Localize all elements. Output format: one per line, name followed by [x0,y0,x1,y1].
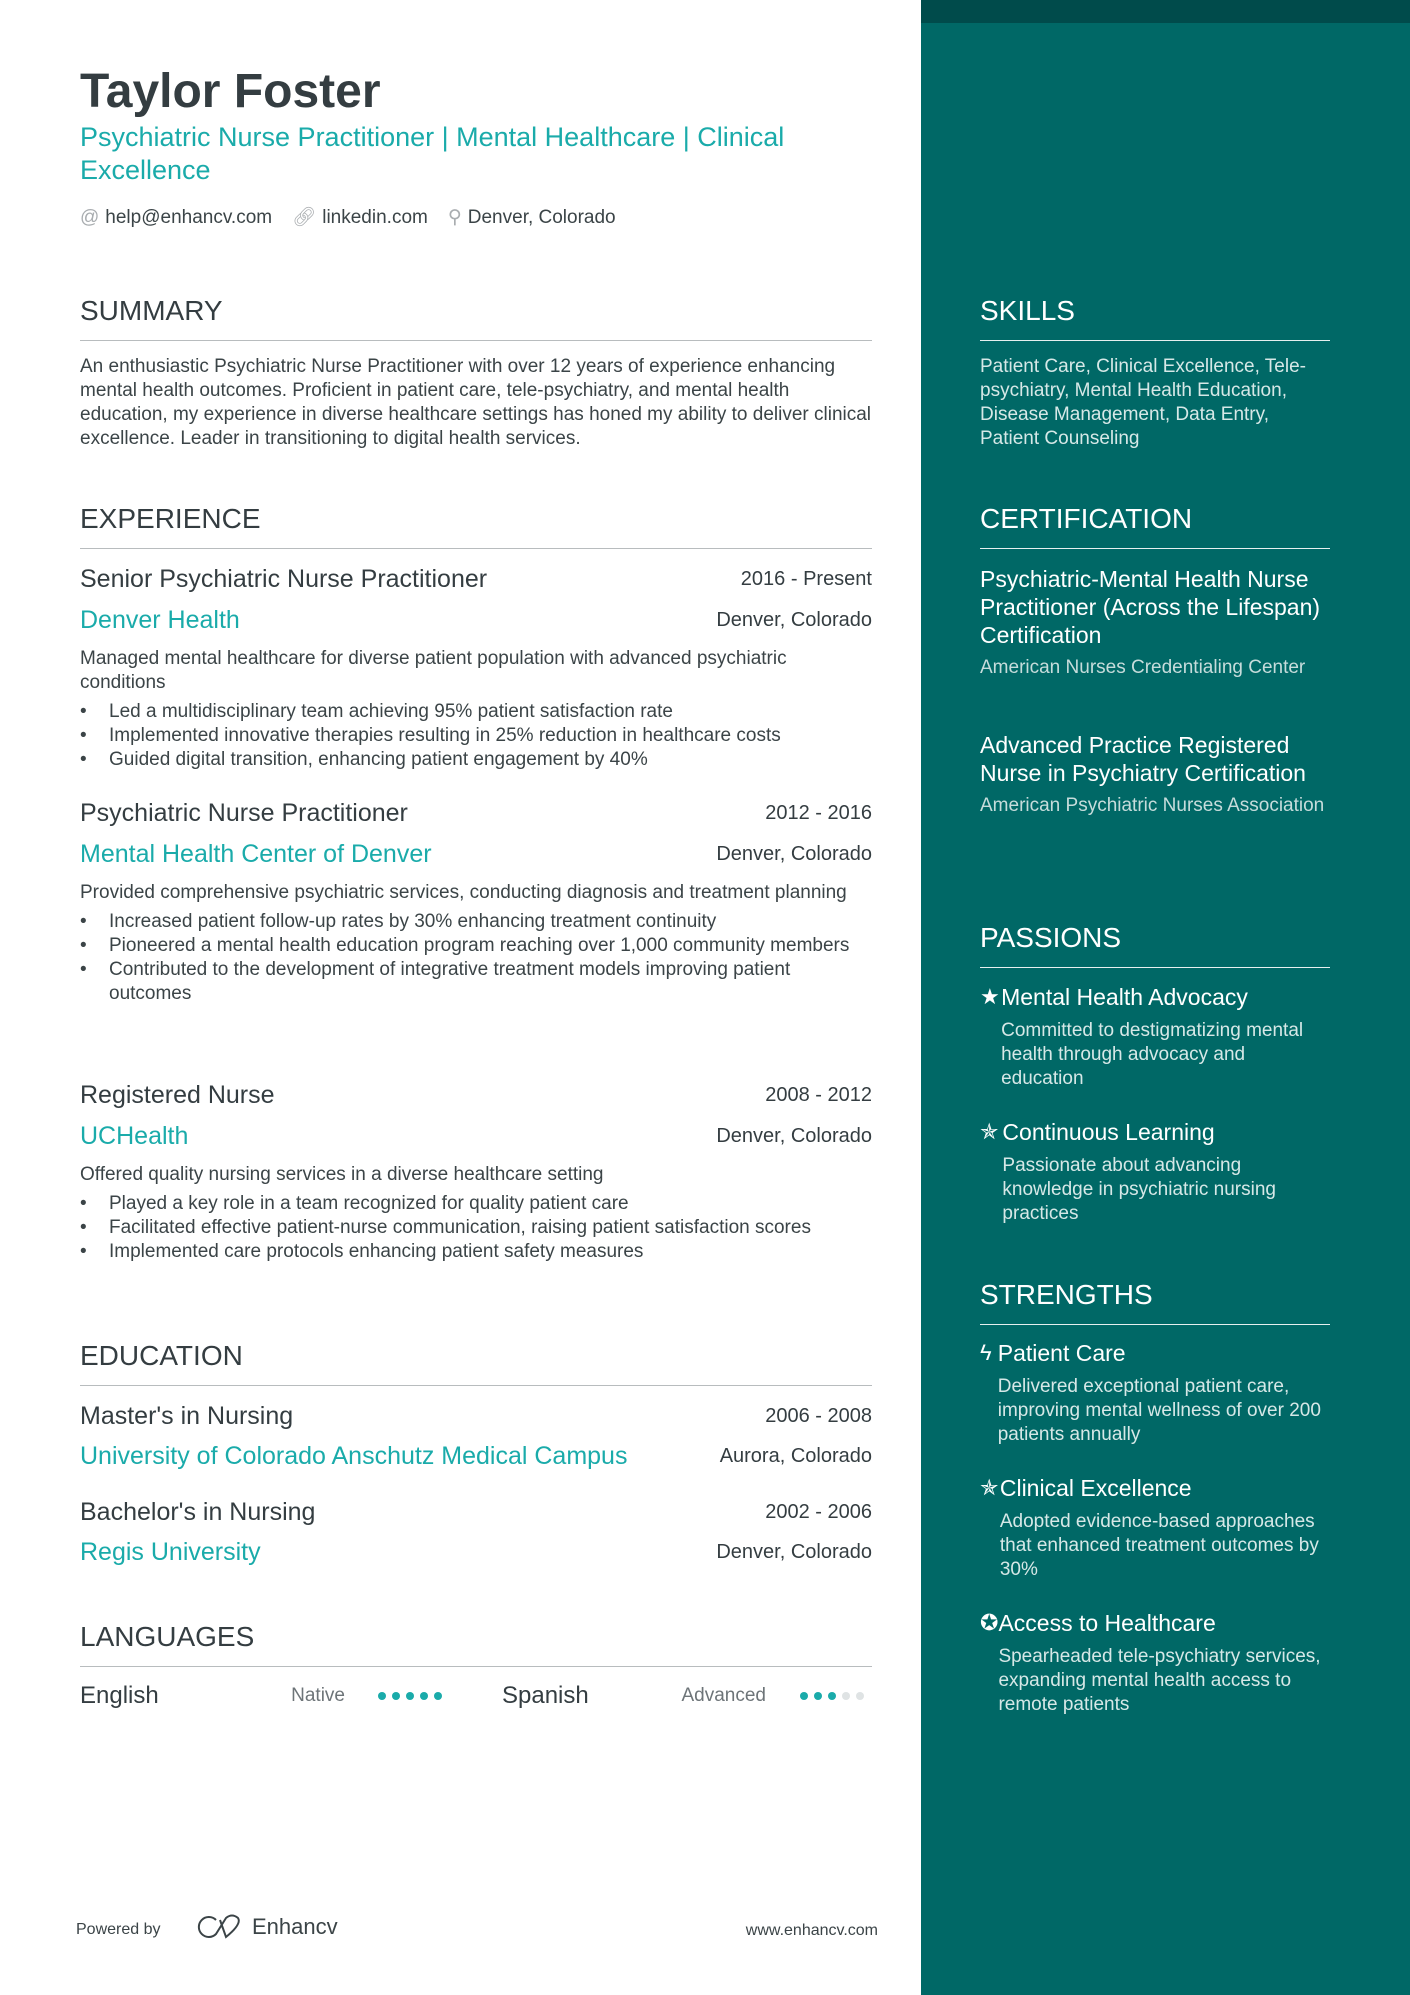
passion-desc: Committed to destigmatizing mental health through advocacy and education [1001,1020,1304,1089]
link-text: linkedin.com [322,207,428,228]
location-text: Denver, Colorado [467,207,616,228]
half-star-icon: ✯ [980,1119,999,1144]
strengths-section [980,1277,1330,1339]
company-name: UCHealth [80,1122,189,1150]
half-star-icon: ✯ [980,1475,999,1500]
certification-item [980,731,1330,818]
email-text: help@enhancv.com [105,207,273,228]
job-dates: 2008 - 2012 [765,1084,872,1106]
section-heading: LANGUAGES [80,1619,872,1667]
passion-desc: Passionate about advancing knowledge in psychiatric nursing practices [1002,1155,1276,1224]
education-entry [80,1401,872,1471]
cert-issuer: American Nurses Credentialing Center [980,657,1306,678]
bullet-item: • Guided digital transition, enhancing patient engagement by 40% [80,748,872,772]
languages-section [80,1619,872,1681]
job-dates: 2012 - 2016 [765,802,872,824]
strength-desc: Delivered exceptional patient care, improving mental wellness of over 200 patients annually [997,1376,1321,1445]
bullet-item: • Contributed to the development of integrative treatment models improving patient outcomes [80,958,872,1006]
job-entry [80,1080,872,1264]
job-entry [80,798,872,1006]
candidate-title: Psychiatric Nurse Practitioner | Mental Healthcare | Clinical Excellence [80,122,785,185]
section-heading: EXPERIENCE [80,501,872,549]
school-name: Regis University [80,1538,261,1566]
rating-dot-filled [406,1692,414,1700]
skills-text: Patient Care, Clinical Excellence, Tele-psychiatry, Mental Health Education, Disease Management, Data Entry, Patient Counseling [980,356,1306,449]
degree: Master's in Nursing [80,1402,294,1430]
cert-issuer: American Psychiatric Nurses Association [980,795,1325,816]
contact-email[interactable] [80,206,272,230]
link-icon: 🔗︎ [292,207,317,228]
job-title: Registered Nurse [80,1081,275,1109]
company-name: Denver Health [80,606,240,634]
enhancv-logo[interactable] [196,1914,338,1940]
passion-title: Mental Health Advocacy [1001,984,1248,1010]
job-location: Denver, Colorado [716,609,872,631]
brand-name: Enhancv [252,1914,338,1939]
language-rating [378,1692,442,1700]
language-name: Spanish [502,1682,589,1709]
section-heading: PASSIONS [980,920,1330,968]
rating-dot-filled [392,1692,400,1700]
section-heading: STRENGTHS [980,1277,1330,1325]
powered-by-label: Powered by [76,1921,161,1938]
contact-row [80,206,616,230]
edu-location: Denver, Colorado [716,1541,872,1563]
passions-section [980,920,1330,982]
education-entry [80,1497,872,1567]
passion-title: Continuous Learning [1002,1119,1215,1145]
lightning-icon: ϟ [980,1340,992,1365]
job-bullets [80,700,872,772]
job-description: Managed mental healthcare for diverse patient population with advanced psychiatric conditions [80,648,787,693]
summary-text: An enthusiastic Psychiatric Nurse Practitioner with over 12 years of experience enhancing mental health outcomes. Proficient in patient care, tele-psychiatry, and mental health education, my experience in diverse healthcare settings has honed my ability to deliver clinical excellence. Leader in transitioning to digital health services. [80,356,872,449]
passion-item [980,982,1330,1091]
bullet-item: • Facilitated effective patient-nurse communication, raising patient satisfaction scores [80,1216,872,1240]
rating-dot-empty [856,1692,864,1700]
section-heading: SUMMARY [80,293,872,341]
strength-item [980,1338,1330,1447]
rating-dot-filled [434,1692,442,1700]
language-rating [800,1692,864,1700]
cert-title: Psychiatric-Mental Health Nurse Practitioner (Across the Lifespan) Certification [980,566,1321,648]
language-name: English [80,1682,159,1709]
section-heading: EDUCATION [80,1338,872,1386]
award-icon: ✪ [980,1610,999,1635]
job-dates: 2016 - Present [740,568,872,590]
strength-title: Access to Healthcare [998,1610,1216,1636]
candidate-name: Taylor Foster [80,65,381,118]
at-icon: @ [80,207,100,228]
job-title: Senior Psychiatric Nurse Practitioner [80,565,488,593]
location-pin-icon: ⚲ [447,207,462,228]
rating-dot-filled [378,1692,386,1700]
star-icon: ★ [980,984,1000,1009]
strength-desc: Spearheaded tele-psychiatry services, expanding mental health access to remote patients [998,1646,1321,1715]
contact-link[interactable] [292,206,428,230]
edu-location: Aurora, Colorado [719,1445,872,1467]
section-heading: CERTIFICATION [980,501,1330,549]
rating-dot-filled [800,1692,808,1700]
bullet-item: • Played a key role in a team recognized for quality patient care [80,1192,872,1216]
cert-title: Advanced Practice Registered Nurse in Psychiatry Certification [980,732,1306,786]
strength-item [980,1608,1330,1717]
education-section [80,1338,872,1400]
sidebar-top-strip [921,0,1410,23]
bullet-item: • Led a multidisciplinary team achieving 95% patient satisfaction rate [80,700,872,724]
job-bullets [80,1192,872,1264]
rating-dot-filled [814,1692,822,1700]
edu-dates: 2006 - 2008 [765,1405,872,1427]
strength-title: Clinical Excellence [999,1475,1192,1501]
rating-dot-empty [842,1692,850,1700]
company-name: Mental Health Center of Denver [80,840,432,868]
summary-section [80,293,872,451]
job-description: Offered quality nursing services in a diverse healthcare setting [80,1164,604,1185]
job-entry [80,564,872,772]
strength-title: Patient Care [997,1340,1126,1366]
bullet-item: • Pioneered a mental health education program reaching over 1,000 community members [80,934,872,958]
bullet-item: • Implemented innovative therapies resulting in 25% reduction in healthcare costs [80,724,872,748]
passion-item [980,1117,1330,1226]
job-location: Denver, Colorado [716,1125,872,1147]
contact-location [448,206,616,230]
rating-dot-filled [828,1692,836,1700]
experience-section [80,501,872,563]
job-bullets [80,910,872,1006]
footer-url[interactable]: www.enhancv.com [745,1922,878,1939]
school-name: University of Colorado Anschutz Medical Campus [80,1442,628,1470]
rating-dot-filled [420,1692,428,1700]
strength-desc: Adopted evidence-based approaches that enhanced treatment outcomes by 30% [999,1511,1319,1580]
job-description: Provided comprehensive psychiatric services, conducting diagnosis and treatment planning [80,882,847,903]
job-location: Denver, Colorado [716,843,872,865]
certification-item [980,565,1330,680]
certification-section [980,501,1330,563]
section-heading: SKILLS [980,293,1330,341]
edu-dates: 2002 - 2006 [765,1501,872,1523]
language-level: Native [291,1685,345,1706]
job-title: Psychiatric Nurse Practitioner [80,799,408,827]
skills-section [980,293,1330,451]
strength-item [980,1473,1330,1582]
bullet-item: • Increased patient follow-up rates by 30% enhancing treatment continuity [80,910,872,934]
language-level: Advanced [681,1685,766,1706]
bullet-item: • Implemented care protocols enhancing patient safety measures [80,1240,872,1264]
enhancv-logo-icon [196,1914,242,1940]
degree: Bachelor's in Nursing [80,1498,316,1526]
